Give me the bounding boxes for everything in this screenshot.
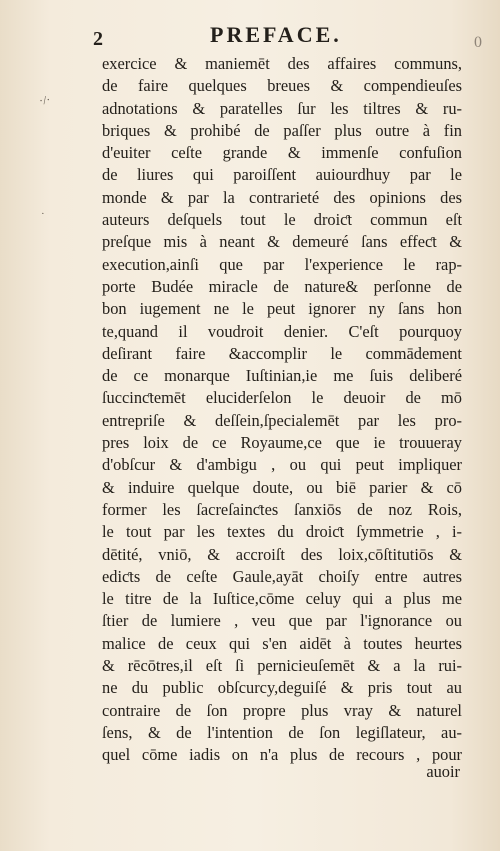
text-line: & rēcōtres,il eſt ſi pernicieuſemēt & a la rui- — [102, 656, 462, 676]
text-line: bon iugement ne le peut ignorer ny ſans hon — [102, 299, 462, 319]
text-line: de ce monarque Iuſtinian,ie me ſuis deliberé — [102, 366, 462, 386]
text-line: preſque mis à neant & demeuré ſans effeƈt & — [102, 232, 462, 252]
text-line: ſtier de lumiere , veu que par l'ignorance ou — [102, 611, 462, 631]
text-line: monde & par la contrarieté des opinions des — [102, 187, 462, 207]
text-line: quel cōme iadis on n'a plus de recours , pour — [102, 745, 462, 765]
text-line: dētité, vniō, & accroiſt des loix,cōſtitutiōs & — [102, 544, 462, 564]
text-line: malice de ceux qui s'en aidēt à toutes heurtes — [102, 633, 462, 653]
text-line: & induire quelque doute, ou biē parier & cō — [102, 477, 462, 497]
text-line: porte Budée miracle de nature& perſonne de — [102, 276, 462, 296]
text-line: ne du public obſcurcy,deguiſé & pris tout au — [102, 678, 462, 698]
text-line: adnotations & paratelles ſur les tiltres & ru- — [102, 98, 462, 118]
text-line: deſirant faire &accomplir le commādement — [102, 343, 462, 363]
text-line: d'obſcur & d'ambigu , ou qui peut impliquer — [102, 455, 462, 475]
text-line: exercice & maniemēt des affaires communs, — [102, 54, 462, 73]
text-line: execution,ainſi que par l'experience le rap- — [102, 254, 462, 274]
body-text — [102, 53, 462, 767]
catchword: auoir — [426, 762, 460, 781]
text-line: former les ſacreſainƈtes ſanxiōs de noz Rois, — [102, 499, 462, 519]
text-line: le titre de la Iuſtice,cōme celuy qui a plus me — [102, 589, 462, 609]
text-line: de liures qui paroiſſent auiourdhuy par le — [102, 165, 462, 185]
running-head: PREFACE. — [210, 22, 342, 47]
text-line: le tout par les textes du droiƈt ſymmetrie , i- — [102, 522, 462, 542]
text-line: briques & prohibé de paſſer plus outre à fin — [102, 120, 462, 140]
corner-mark: 0 — [474, 34, 482, 51]
text-line: contraire de ſon propre plus vray & naturel — [102, 700, 462, 720]
page-number: 2 — [93, 28, 104, 50]
text-line: entrepriſe & deſſein,ſpecialemēt par les pro- — [102, 410, 462, 430]
text-line: ſuccinƈtemēt eluciderſelon le deuoir de mō — [102, 388, 462, 408]
text-line: pres loix de ce Royaume,ce que ie trouueray — [102, 433, 462, 453]
text-line: ediƈts de ceſte Gaule,ayāt choiſy entre autres — [102, 566, 462, 586]
margin-mark-top: ·/· — [38, 92, 52, 108]
text-line: auteurs deſquels tout le droiƈt commun eſt — [102, 210, 462, 230]
text-line: de faire quelques breues & compendieuſes — [102, 76, 462, 96]
margin-mark-middle: · — [41, 208, 45, 220]
text-line: te,quand il voudroit denier. C'eſt pourquoy — [102, 321, 462, 341]
text-line: d'euiter ceſte grande & immenſe confuſion — [102, 143, 462, 163]
text-line: ſens, & de l'intention de ſon legiſlateur, au- — [102, 722, 462, 742]
